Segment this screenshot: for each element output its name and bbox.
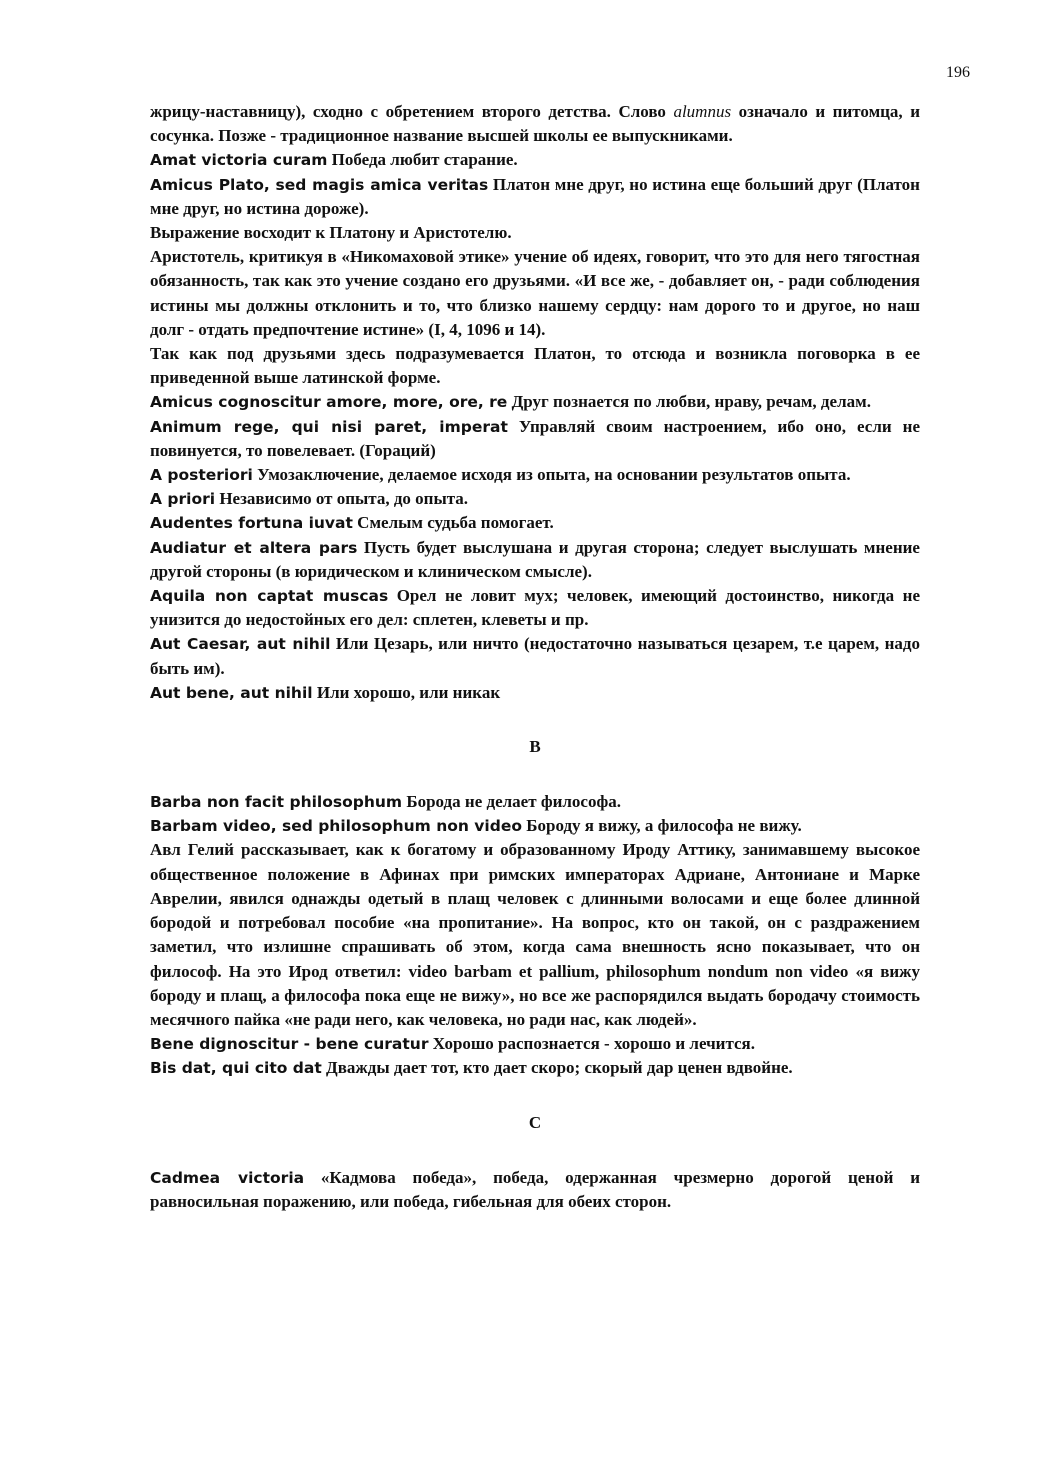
entry-latin-term: Audiatur et altera pars: [150, 538, 358, 557]
entry-translation: Или хорошо, или никак: [312, 682, 501, 702]
intro-text-after: означало и питомца, и сосунка. Позже - традиционное название высшей школы ее выпускниками.: [150, 102, 921, 146]
entry-aquila-non-captat: [150, 584, 920, 632]
entry-translation: Друг познается по любви, нраву, речам, делам.: [507, 392, 871, 412]
entry-translation: Или Цезарь, или ничто (недостаточно называться цезарем, т.е царем, надо быть им).: [150, 634, 920, 678]
entry-translation: Победа любит старание.: [327, 150, 518, 170]
entry-translation: Пусть будет выслушана и другая сторона; следует выслушать мнение другой стороны (в юридическом и клиническом смысле).: [150, 537, 920, 581]
entry-latin-term: Barba non facit philosophum: [150, 793, 403, 812]
intro-italic-word: alumnus: [673, 102, 732, 121]
entry-latin-term: Aut bene, aut nihil: [150, 683, 313, 702]
entry-a-priori: [150, 487, 920, 511]
entry-translation: Дважды дает тот, кто дает скоро; скорый дар ценен вдвойне.: [321, 1058, 793, 1078]
entry-translation: Хорошо распознается - хорошо и лечится.: [428, 1034, 756, 1054]
entry-animum-rege: [150, 415, 920, 463]
commentary-paragraph: Так как под друзьями здесь подразумевается Платон, то отсюда и возникла поговорка в ее приведенной выше латинской форме.: [150, 344, 920, 388]
entry-a-posteriori: [150, 463, 920, 487]
entry-amicus-plato: [150, 173, 920, 221]
entry-latin-term: Bis dat, qui cito dat: [150, 1059, 322, 1078]
entry-amicus-cognoscitur: [150, 390, 920, 414]
entry-bene-dignoscitur: [150, 1032, 920, 1056]
commentary-paragraph: Выражение восходит к Платону и Аристотелю.: [150, 223, 512, 243]
entry-latin-term: Aquila non captat muscas: [150, 587, 389, 606]
entry-barbam-video: [150, 814, 920, 838]
entry-latin-term: Amicus cognoscitur amore, more, ore, re: [150, 393, 508, 412]
commentary-paragraph: Аристотель, критикуя в «Никомаховой этике» учение об идеях, говорит, что это для него тягостная обязанность, так как это учение создано его друзьями. «И все же, - добавляет он, - ради соблюдения истины мы должны отклонить и то, что близко нашему сердцу: нам дорого то и другое, но наш долг - отдать предпочтение истине» (I, 4, 1096 и 14).: [150, 247, 920, 339]
entry-translation: Умозаключение, делаемое исходя из опыта, на основании результатов опыта.: [252, 465, 851, 485]
page-number: 196: [946, 64, 970, 81]
entry-latin-term: Audentes fortuna iuvat: [150, 514, 353, 533]
entry-bis-dat: [150, 1056, 920, 1080]
entry-translation: Борода не делает философа.: [402, 792, 621, 812]
entry-latin-term: A posteriori: [150, 466, 253, 485]
section-heading-b: B: [529, 737, 541, 757]
entry-latin-term: Amicus Plato, sed magis amica veritas: [150, 175, 489, 194]
entry-latin-term: Aut Caesar, aut nihil: [150, 635, 331, 654]
entry-latin-term: Bene dignoscitur - bene curatur: [150, 1035, 429, 1054]
entry-cadmea-victoria: [150, 1166, 920, 1214]
entry-translation: Бороду я вижу, а философа не вижу.: [522, 816, 802, 836]
entry-translation: Управляй своим настроением, ибо оно, если не повинуется, то повелевает. (Гораций): [150, 416, 920, 460]
section-heading-c: C: [528, 1112, 542, 1132]
intro-text-before: жрицу-наставницу), сходно с обретением второго детства. Слово: [150, 102, 674, 121]
entry-latin-term: Animum rege, qui nisi paret, imperat: [150, 417, 508, 436]
entry-translation: Орел не ловит мух; человек, имеющий достоинство, никогда не унизится до недостойных его дел: сплетен, клеветы и пр.: [150, 586, 920, 630]
entry-latin-term: Barbam video, sed philosophum non video: [150, 817, 522, 836]
entry-translation: Независимо от опыта, до опыта.: [215, 489, 469, 509]
entry-audiatur-et-altera: [150, 536, 920, 584]
entry-latin-term: Cadmea victoria: [150, 1168, 305, 1187]
entry-latin-term: A priori: [150, 490, 216, 509]
entry-barba-non-facit: [150, 790, 920, 814]
entry-translation: «Кадмова победа», победа, одержанная чрезмерно дорогой ценой и равносильная поражению, или победа, гибельная для обеих сторон.: [150, 1167, 920, 1211]
story-paragraph: Авл Гелий рассказывает, как к богатому и образованному Ироду Аттику, занимавшему высокое общественное положение в Афинах при римских императорах Адриане, Антониане и Марке Аврелии, явился однажды одетый в плащ человек с длинными волосами и еще более длинной бородой и потребовал пособие «на пропитание». На вопрос, кто он такой, он с раздражением заметил, что излишне спрашивать об этом, когда сама внешность ясно показывает, что он философ. На это Ирод ответил: video barbam et pallium, philosophum nondum non video «я вижу бороду и плащ, а философа пока еще не вижу», но все же распорядился выдать бородачу стоимость месячного пайка «не ради него, как человека, но ради нас, как людей».: [150, 840, 920, 1029]
entry-aut-caesar: [150, 632, 920, 680]
page-content: [150, 100, 920, 1214]
entry-latin-term: Amat victoria curam: [150, 151, 328, 170]
entry-audentes-fortuna: [150, 511, 920, 535]
entry-translation: Смелым судьба помогает.: [352, 513, 554, 533]
entry-amat-victoria: [150, 148, 920, 172]
entry-translation: Платон мне друг, но истина еще больший друг (Платон мне друг, но истина дороже).: [150, 174, 920, 218]
intro-paragraph: [150, 100, 920, 148]
entry-aut-bene: [150, 681, 920, 705]
